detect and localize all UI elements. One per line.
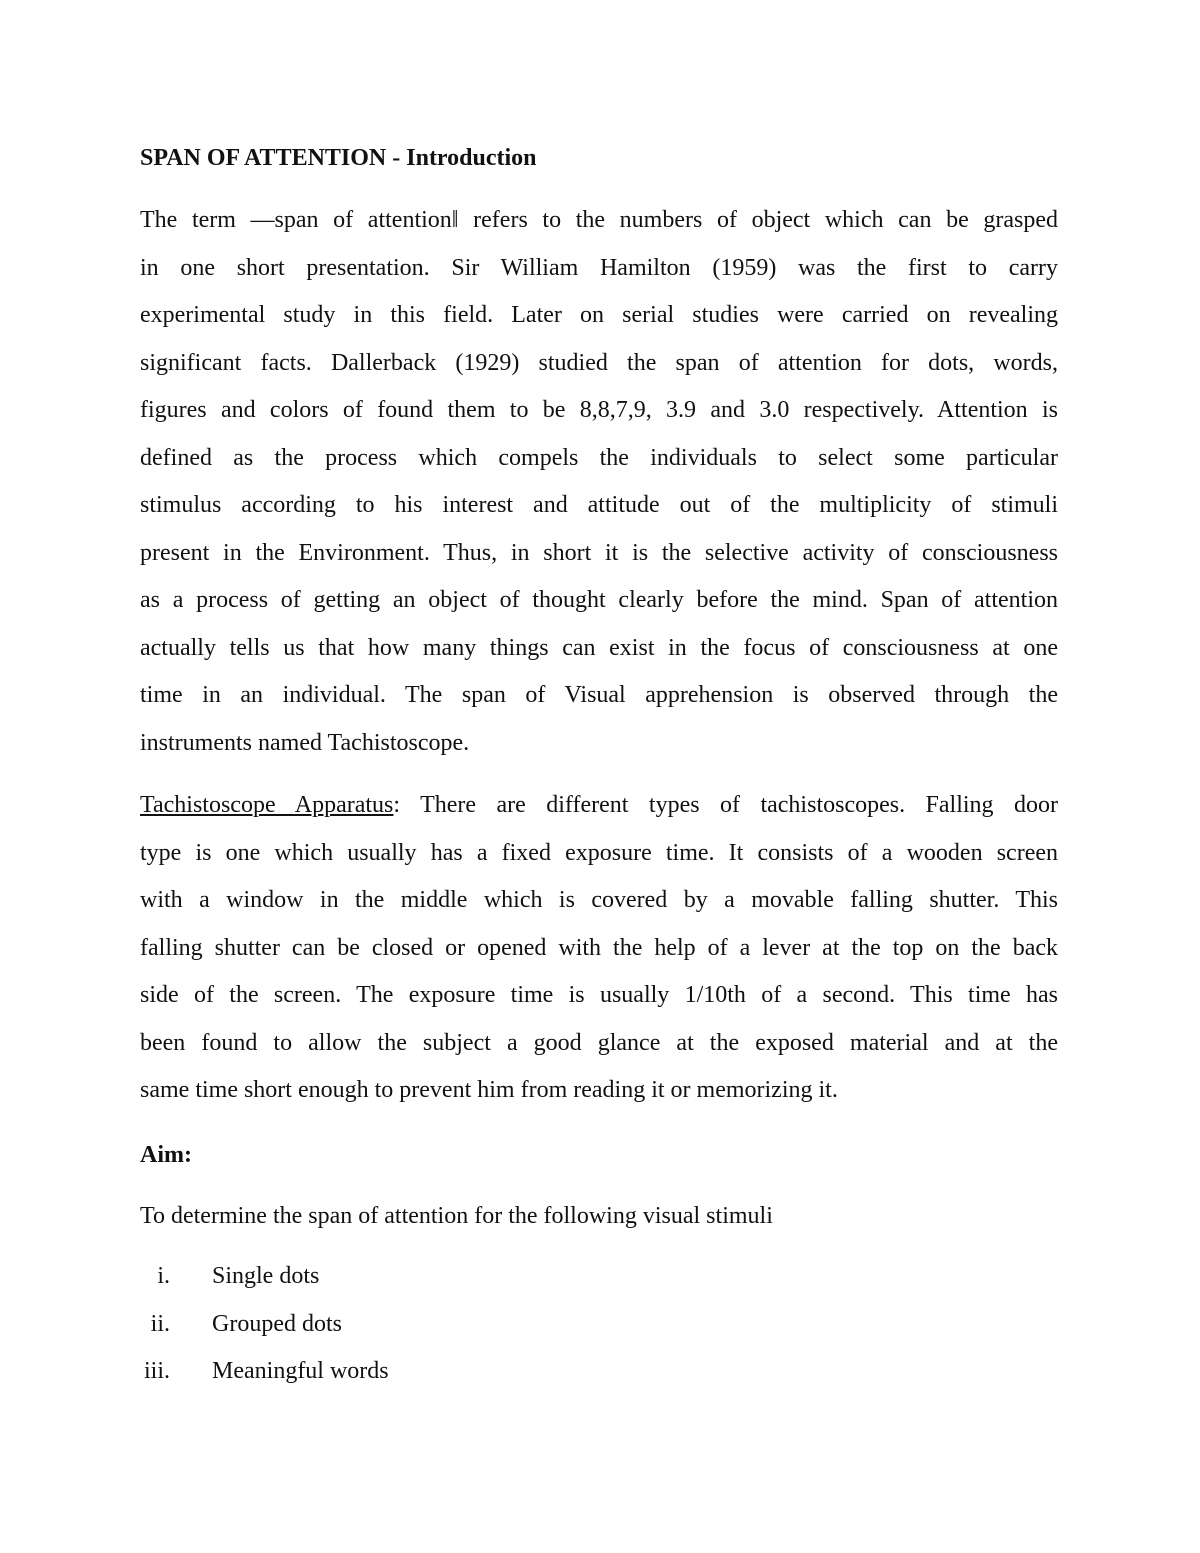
text-line: present in the Environment. Thus, in short it is the selective activity of consciousness <box>140 540 1058 566</box>
list-label: Grouped dots <box>212 1311 342 1337</box>
list-label: Single dots <box>212 1263 320 1289</box>
page-title: SPAN OF ATTENTION - Introduction <box>140 145 537 171</box>
text-line: same time short enough to prevent him from reading it or memorizing it. <box>140 1077 838 1103</box>
text-line: type is one which usually has a fixed exposure time. It consists of a wooden screen <box>140 840 1058 866</box>
text-line: falling shutter can be closed or opened with the help of a lever at the top on the back <box>140 935 1058 961</box>
list-number: ii. <box>150 1311 170 1337</box>
text-line: figures and colors of found them to be 8,8,7,9, 3.9 and 3.0 respectively. Attention is <box>140 397 1058 423</box>
text-line: stimulus according to his interest and attitude out of the multiplicity of stimuli <box>140 492 1058 518</box>
aim-text: To determine the span of attention for the following visual stimuli <box>140 1203 773 1229</box>
text-line: time in an individual. The span of Visual apprehension is observed through the <box>140 682 1058 708</box>
text-line <box>140 790 1058 820</box>
text-line: actually tells us that how many things can exist in the focus of consciousness at one <box>140 635 1058 661</box>
text-line: in one short presentation. Sir William Hamilton (1959) was the first to carry <box>140 255 1058 281</box>
text-line: defined as the process which compels the individuals to select some particular <box>140 445 1058 471</box>
text-line: with a window in the middle which is covered by a movable falling shutter. This <box>140 887 1058 913</box>
apparatus-first-line: : There are different types of tachistoscopes. Falling door <box>393 792 1059 818</box>
list-number: iii. <box>143 1358 170 1384</box>
text-line: as a process of getting an object of thought clearly before the mind. Span of attention <box>140 587 1058 613</box>
text-line: instruments named Tachistoscope. <box>140 730 470 756</box>
aim-heading: Aim: <box>140 1142 192 1168</box>
list-number: i. <box>157 1263 170 1289</box>
text-line: experimental study in this field. Later on serial studies were carried on revealing <box>140 302 1058 328</box>
text-line: significant facts. Dallerback (1929) studied the span of attention for dots, words, <box>140 350 1058 376</box>
list-label: Meaningful words <box>212 1358 389 1384</box>
text-line: side of the screen. The exposure time is usually 1/10th of a second. This time has <box>140 982 1058 1008</box>
apparatus-heading: Tachistoscope Apparatus <box>140 792 394 818</box>
text-line: been found to allow the subject a good glance at the exposed material and at the <box>140 1030 1058 1056</box>
text-line: The term —span of attention‖ refers to the numbers of object which can be grasped <box>140 207 1058 233</box>
